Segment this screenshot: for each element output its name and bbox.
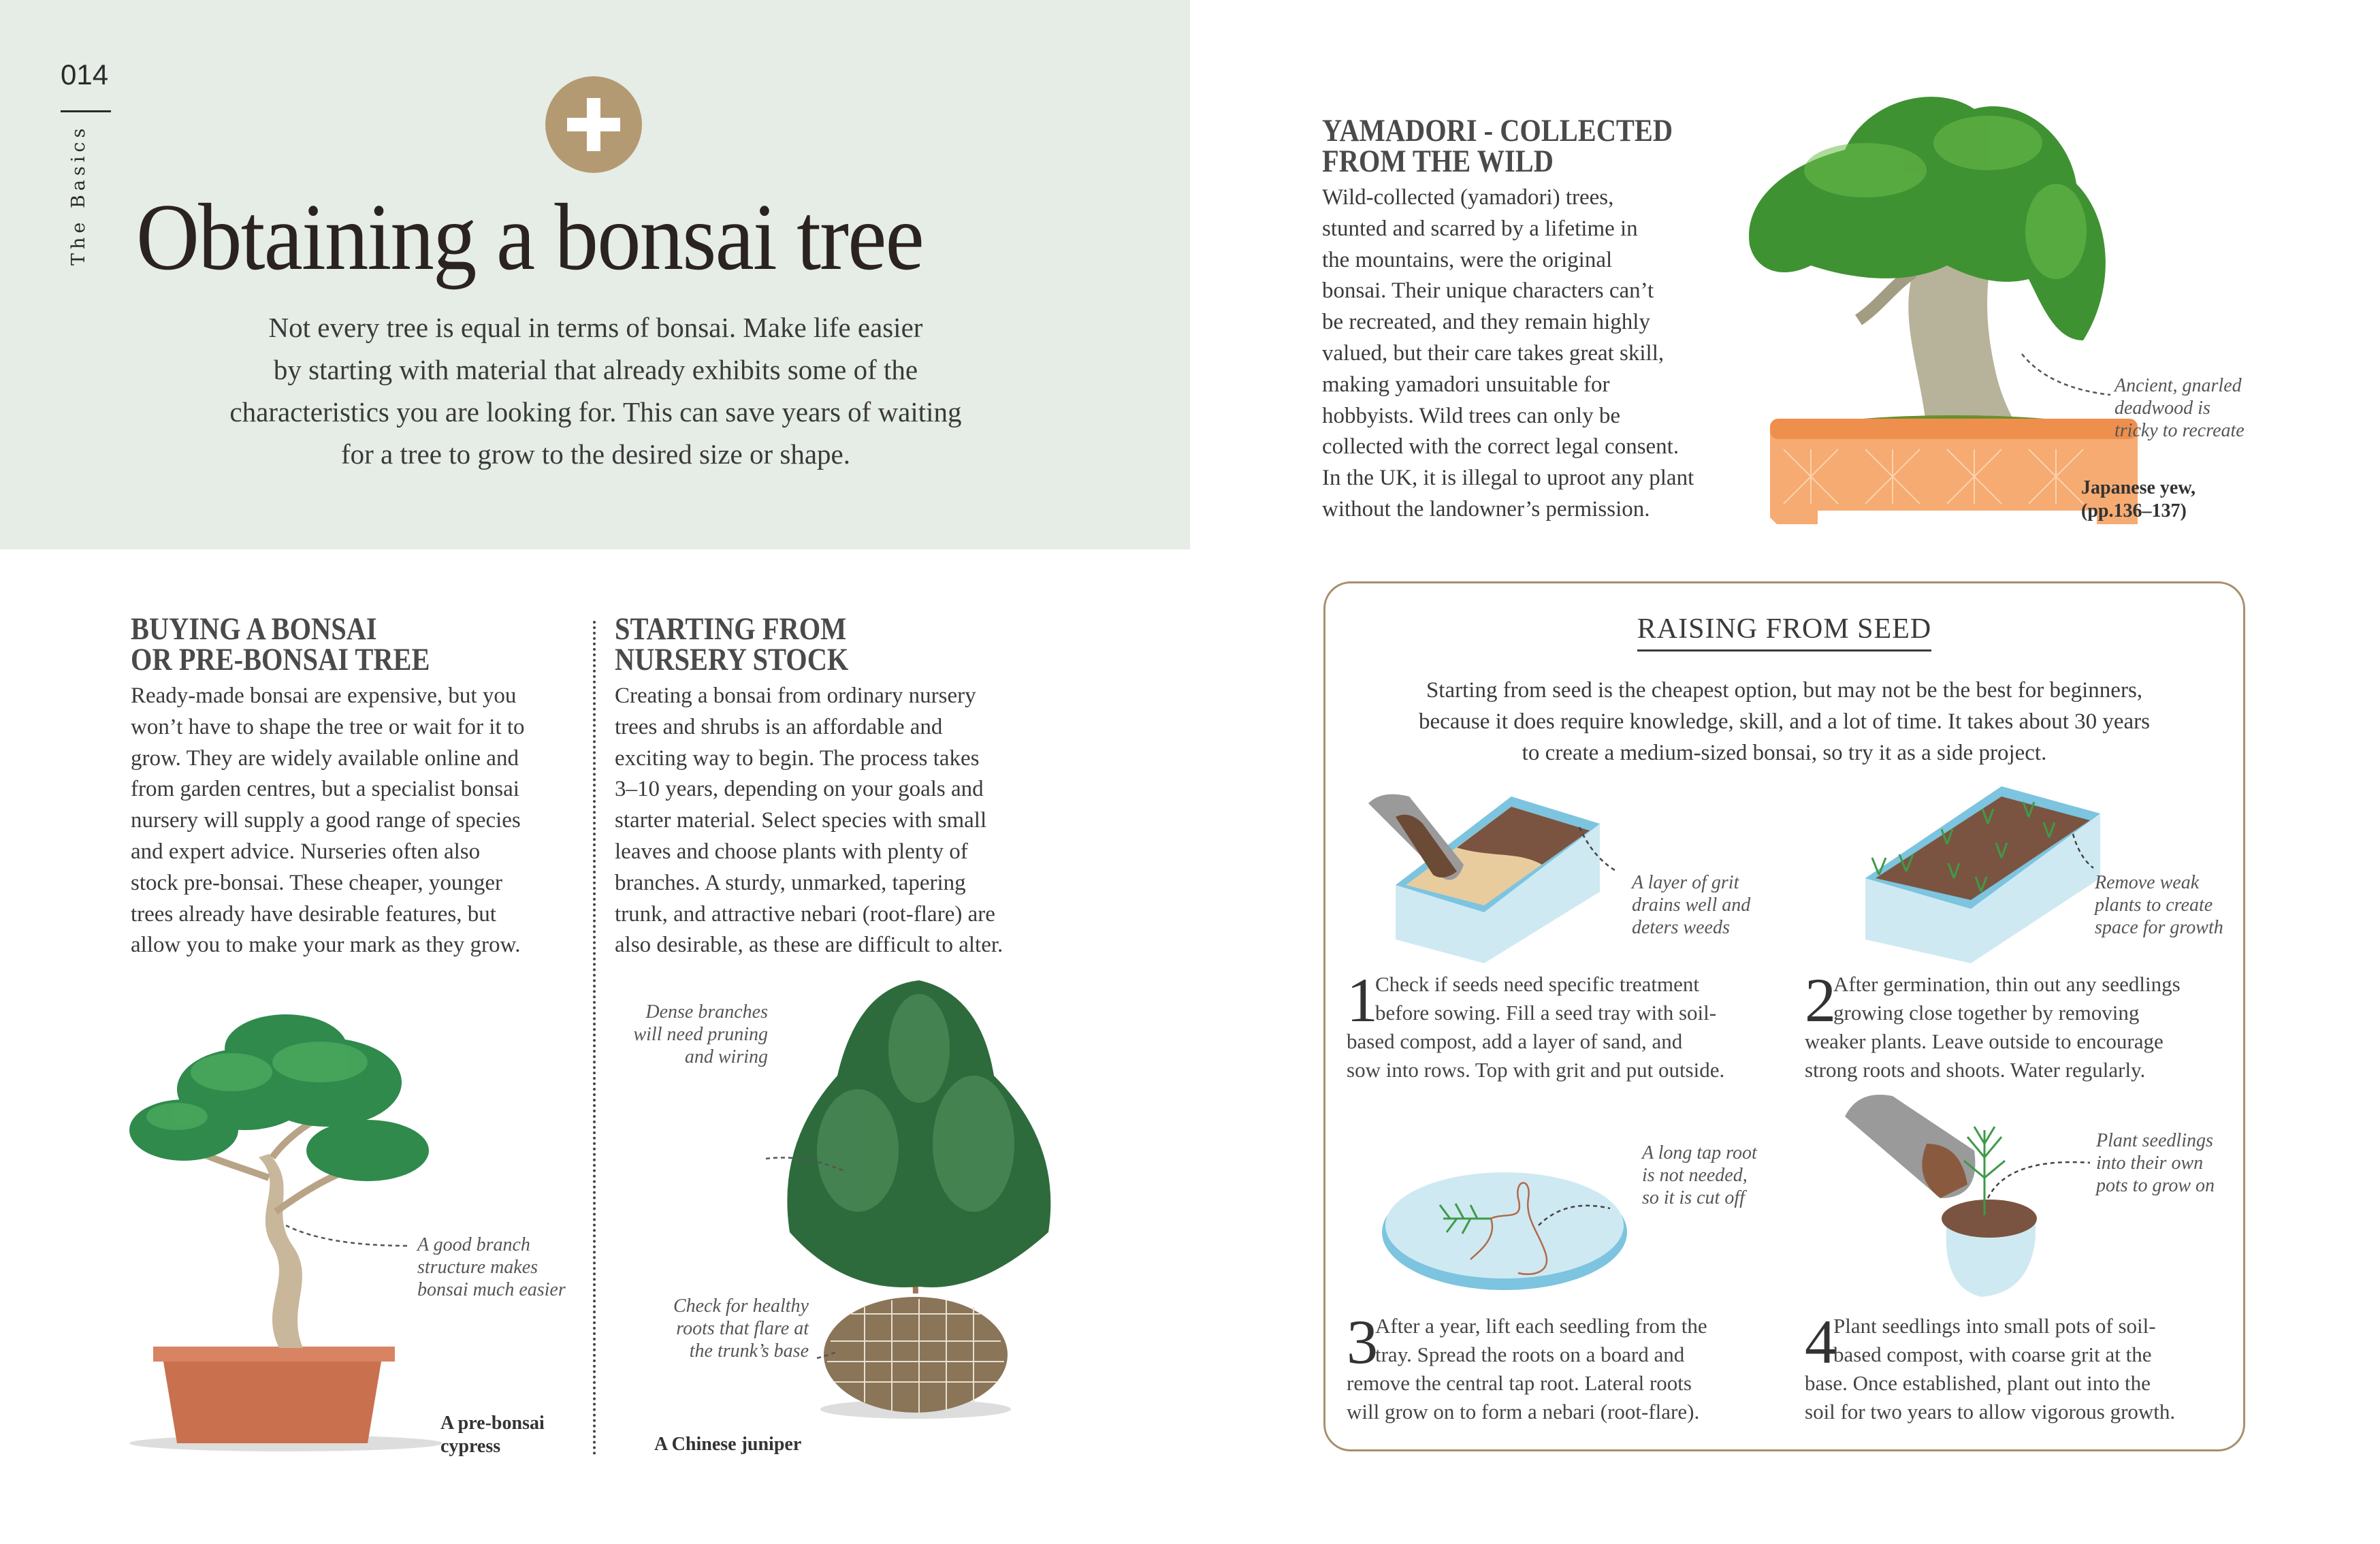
text-line: In the UK, it is illegal to uproot any plant [1322, 466, 1694, 491]
section-label: The Basics [68, 124, 89, 266]
text-line: based compost, with coarse grit at the [1833, 1342, 2152, 1366]
seed-tray-seedlings-illustration [1852, 783, 2110, 967]
page-title: Obtaining a bonsai tree [136, 184, 923, 290]
text-line: Ancient, gnarled [2114, 375, 2242, 396]
pre-bonsai-label [440, 1412, 545, 1458]
text-line: trees already have desirable features, but [131, 901, 496, 927]
text-line: grow. They are widely available online and [131, 745, 519, 771]
step-3 [1347, 1307, 1707, 1426]
japanese-yew-label [2081, 477, 2196, 523]
text-line: is not needed, [1642, 1165, 1748, 1186]
text-line: trees and shrubs is an affordable and [615, 714, 943, 739]
folio-rule [61, 110, 111, 112]
japanese-yew-illustration [1729, 82, 2151, 531]
text-line: deters weeds [1632, 917, 1730, 938]
text-line: Japanese yew, [2081, 477, 2196, 498]
text-line: weaker plants. Leave outside to encourage [1805, 1029, 2164, 1053]
text-line: so it is cut off [1642, 1187, 1745, 1208]
text-line: growing close together by removing [1833, 1001, 2140, 1025]
text-line: collected with the correct legal consent. [1322, 434, 1679, 460]
buying-body [131, 681, 525, 961]
text-line: Ready-made bonsai are expensive, but you [131, 683, 517, 708]
text-line: Plant seedlings into small pots of soil- [1833, 1314, 2156, 1338]
text-line: A long tap root [1642, 1142, 1757, 1163]
nursery-heading [615, 611, 849, 677]
text-line: YAMADORI - COLLECTED [1322, 113, 1673, 148]
step-2-caption [2095, 871, 2223, 939]
text-line: soil for two years to allow vigorous growth. [1805, 1400, 2176, 1424]
text-line: pots to grow on [2096, 1175, 2215, 1196]
text-line: from garden centres, but a specialist bonsai [131, 777, 519, 802]
step-4-caption [2096, 1129, 2215, 1197]
step-number: 4 [1805, 1307, 1836, 1377]
text-line: nursery will supply a good range of species [131, 808, 521, 833]
step-4-text [1805, 1307, 2176, 1426]
step-number: 2 [1805, 965, 1836, 1035]
seed-intro [1323, 675, 2245, 769]
text-line: OR PRE-BONSAI TREE [131, 642, 430, 677]
text-line: STARTING FROM [615, 611, 847, 647]
text-line: allow you to make your mark as they grow. [131, 933, 521, 958]
text-line: Plant seedlings [2096, 1130, 2213, 1151]
text-line: A pre-bonsai [440, 1413, 545, 1434]
text-line: plants to create [2095, 895, 2213, 916]
board-tap-root-illustration [1382, 1157, 1641, 1293]
text-line: and expert advice. Nurseries often also [131, 839, 481, 864]
text-line: bonsai much easier [417, 1279, 566, 1300]
text-line: NURSERY STOCK [615, 642, 849, 677]
text-line: into their own [2096, 1153, 2204, 1174]
text-line: exciting way to begin. The process takes [615, 745, 980, 771]
intro-paragraph [136, 306, 1055, 475]
text-line: also desirable, as these are difficult to alter. [615, 933, 1003, 958]
buying-heading [131, 611, 430, 677]
text-line: deadwood is [2114, 398, 2210, 419]
step-1 [1347, 965, 1725, 1084]
text-line: A good branch [417, 1234, 530, 1255]
text-line: space for growth [2095, 917, 2223, 938]
text-line: (pp.136–137) [2081, 500, 2187, 521]
text-line: stunted and scarred by a lifetime in [1322, 216, 1638, 241]
text-line: starter material. Select species with small [615, 808, 987, 833]
text-line: valued, but their care takes great skill, [1322, 340, 1665, 366]
text-line: Check if seeds need specific treatment [1375, 972, 1699, 996]
text-line: based compost, add a layer of sand, and [1347, 1029, 1683, 1053]
step-1-text [1347, 965, 1725, 1084]
buying-caption [417, 1234, 566, 1301]
seed-tray-sowing-illustration [1355, 783, 1641, 967]
text-line: leaves and choose plants with plenty of [615, 839, 968, 864]
text-line: without the landowner’s permission. [1322, 496, 1650, 521]
yamadori-heading [1322, 113, 1673, 179]
nursery-caption-bottom [613, 1295, 809, 1362]
text-line: FROM THE WILD [1322, 144, 1554, 179]
text-line: the mountains, were the original [1322, 247, 1613, 272]
step-2-text [1805, 965, 2181, 1084]
text-line: and wiring [684, 1046, 768, 1067]
text-line: Not every tree is equal in terms of bonsai. Make life easier [268, 312, 923, 343]
text-line: tricky to recreate [2114, 420, 2245, 441]
text-line: hobbyists. Wild trees can only be [1322, 403, 1620, 428]
column-divider [593, 621, 596, 1455]
step-3-caption [1642, 1142, 1757, 1209]
text-line: A layer of grit [1632, 872, 1739, 893]
text-line: sow into rows. Top with grit and put outside. [1347, 1058, 1725, 1082]
text-line: trunk, and attractive nebari (root-flare) are [615, 901, 995, 927]
yamadori-body [1322, 182, 1694, 526]
text-line: Starting from seed is the cheapest option, but may not be the best for beginners, [1426, 678, 2143, 703]
text-line: before sowing. Fill a seed tray with soil- [1375, 1001, 1717, 1025]
text-line: Remove weak [2095, 872, 2200, 893]
text-line: roots that flare at [676, 1318, 809, 1339]
step-1-caption [1632, 871, 1750, 939]
text-line: Dense branches [645, 1001, 768, 1023]
text-line: making yamadori unsuitable for [1322, 372, 1610, 397]
juniper-label: A Chinese juniper [654, 1434, 802, 1455]
step-3-text [1347, 1307, 1707, 1426]
text-line: Creating a bonsai from ordinary nursery [615, 683, 976, 708]
nursery-body [615, 681, 1003, 961]
text-line: for a tree to grow to the desired size or shape. [341, 438, 850, 470]
text-line: the trunk’s base [689, 1340, 809, 1362]
text-line: 3–10 years, depending on your goals and [615, 777, 984, 802]
text-line: After a year, lift each seedling from the [1375, 1314, 1707, 1338]
text-line: BUYING A BONSAI [131, 611, 377, 647]
text-line: Check for healthy [673, 1296, 809, 1317]
text-line: by starting with material that already exhibits some of the [273, 354, 918, 385]
text-line: base. Once established, plant out into the [1805, 1371, 2151, 1395]
text-line: won’t have to shape the tree or wait for it to [131, 714, 525, 739]
text-line: stock pre-bonsai. These cheaper, younger [131, 870, 503, 895]
text-line: because it does require knowledge, skill, and a lot of time. It takes about 30 years [1418, 709, 2150, 734]
text-line: will need pruning [633, 1024, 768, 1045]
text-line: After germination, thin out any seedlings [1833, 972, 2181, 996]
text-line: to create a medium-sized bonsai, so try it as a side project. [1522, 741, 2047, 765]
nursery-caption-top [613, 1001, 768, 1068]
text-line: be recreated, and they remain highly [1322, 310, 1650, 335]
step-number: 1 [1347, 965, 1378, 1035]
step-number: 3 [1347, 1307, 1378, 1377]
plus-circle-icon [545, 76, 642, 173]
text-line: drains well and [1632, 895, 1751, 916]
text-line: strong roots and shoots. Water regularly. [1805, 1058, 2146, 1082]
text-line: bonsai. Their unique characters can’t [1322, 278, 1654, 304]
seed-heading: RAISING FROM SEED [1637, 613, 1931, 652]
step-4 [1805, 1307, 2176, 1426]
text-line: will grow on to form a nebari (root-flare). [1347, 1400, 1700, 1424]
seed-heading-wrap [1323, 613, 2245, 652]
text-line: branches. A sturdy, unmarked, tapering [615, 870, 966, 895]
step-2 [1805, 965, 2181, 1084]
text-line: cypress [440, 1436, 501, 1457]
text-line: remove the central tap root. Lateral roots [1347, 1371, 1692, 1395]
page-number: 014 [61, 59, 109, 91]
yamadori-caption [2114, 374, 2245, 442]
text-line: Wild-collected (yamadori) trees, [1322, 185, 1614, 210]
text-line: structure makes [417, 1257, 538, 1278]
text-line: tray. Spread the roots on a board and [1375, 1342, 1685, 1366]
potting-seedling-illustration [1838, 1089, 2097, 1300]
text-line: characteristics you are looking for. This can save years of waiting [229, 396, 962, 428]
